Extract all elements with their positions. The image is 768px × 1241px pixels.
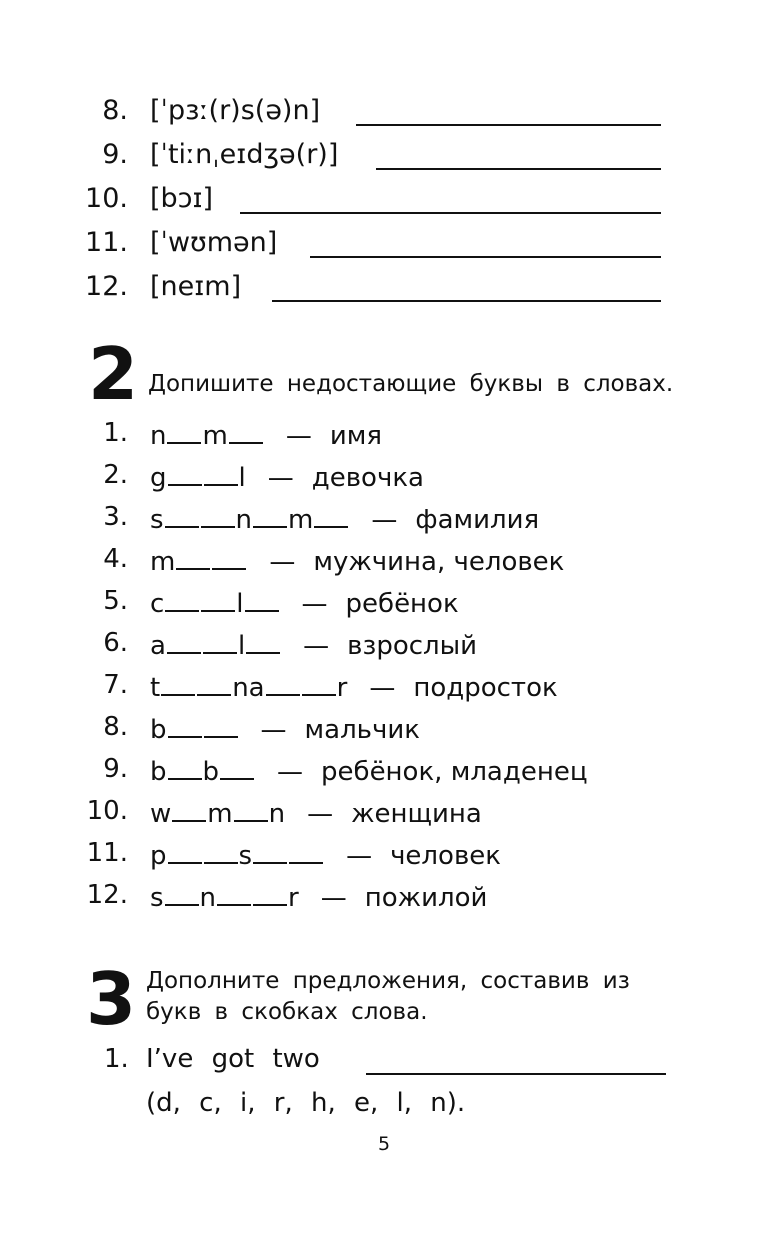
transcription-text: [ˈpɜː(r)s(ə)n] bbox=[150, 95, 321, 126]
word-letters: m bbox=[150, 547, 176, 577]
translation: подросток bbox=[413, 673, 558, 703]
word-letters: b bbox=[202, 757, 220, 787]
letter-gap[interactable] bbox=[245, 586, 279, 612]
exercise-item bbox=[0, 754, 768, 794]
item-number: 11. bbox=[86, 838, 128, 868]
exercise-item bbox=[0, 880, 768, 920]
word-letters: s bbox=[150, 505, 164, 535]
word-letters: n bbox=[199, 883, 217, 913]
word-letters: w bbox=[150, 799, 172, 829]
letter-gap[interactable] bbox=[314, 502, 348, 528]
letter-gap[interactable] bbox=[234, 796, 268, 822]
exercise-item bbox=[0, 544, 768, 584]
item-number: 10. bbox=[86, 796, 128, 826]
transcription-text: [ˈtiːnˌeɪdʒə(r)] bbox=[150, 139, 339, 170]
section-number: 2 bbox=[88, 332, 137, 416]
item-number: 11. bbox=[85, 227, 128, 258]
item-number: 6. bbox=[103, 628, 128, 658]
word-puzzle bbox=[150, 544, 564, 577]
word-letters: r bbox=[336, 673, 348, 703]
word-letters: m bbox=[207, 799, 233, 829]
word-puzzle bbox=[150, 502, 539, 535]
word-puzzle bbox=[150, 586, 459, 619]
transcription-text: [ˈwʊmən] bbox=[150, 227, 278, 258]
exercise-item bbox=[0, 712, 768, 752]
letter-gap[interactable] bbox=[167, 418, 201, 444]
word-letters: n bbox=[235, 505, 253, 535]
dash: — bbox=[269, 547, 296, 577]
item-number: 12. bbox=[85, 271, 128, 302]
word-letters: b bbox=[150, 757, 167, 787]
translation: девочка bbox=[311, 463, 424, 493]
dash: — bbox=[320, 883, 347, 913]
letter-gap[interactable] bbox=[253, 880, 287, 906]
letter-gap[interactable] bbox=[204, 838, 238, 864]
item-number: 8. bbox=[103, 712, 128, 742]
section-instruction: Допишите недостающие буквы в словах. bbox=[148, 371, 674, 397]
word-letters: n bbox=[150, 421, 167, 451]
word-letters: m bbox=[288, 505, 314, 535]
letter-gap[interactable] bbox=[220, 754, 254, 780]
translation: взрослый bbox=[347, 631, 478, 661]
letter-gap[interactable] bbox=[168, 460, 202, 486]
dash: — bbox=[303, 631, 330, 661]
item-number: 9. bbox=[103, 754, 128, 784]
translation: фамилия bbox=[415, 505, 540, 535]
exercise-item bbox=[0, 418, 768, 458]
transcription-item bbox=[0, 271, 768, 311]
sentence-text: I’ve got two bbox=[146, 1044, 320, 1074]
letter-gap[interactable] bbox=[168, 838, 202, 864]
word-letters: p bbox=[150, 841, 167, 871]
letter-gap[interactable] bbox=[172, 796, 206, 822]
translation: мальчик bbox=[304, 715, 420, 745]
exercise-item bbox=[0, 796, 768, 836]
letter-gap[interactable] bbox=[203, 628, 237, 654]
item-number: 2. bbox=[103, 460, 128, 490]
translation: пожилой bbox=[364, 883, 488, 913]
item-number: 5. bbox=[103, 586, 128, 616]
word-puzzle bbox=[150, 838, 501, 871]
transcription-text: [neɪm] bbox=[150, 271, 242, 302]
letter-gap[interactable] bbox=[168, 712, 202, 738]
letter-gap[interactable] bbox=[246, 628, 280, 654]
item-number: 12. bbox=[86, 880, 128, 910]
letter-gap[interactable] bbox=[165, 880, 199, 906]
letter-gap[interactable] bbox=[201, 502, 235, 528]
item-number: 8. bbox=[102, 95, 128, 126]
item-number: 10. bbox=[85, 183, 128, 214]
answer-line[interactable] bbox=[272, 300, 661, 302]
letter-gap[interactable] bbox=[201, 586, 235, 612]
letter-gap[interactable] bbox=[176, 544, 210, 570]
letter-gap[interactable] bbox=[289, 838, 323, 864]
exercise-item bbox=[0, 586, 768, 626]
translation: мужчина, человек bbox=[313, 547, 565, 577]
word-puzzle bbox=[150, 880, 487, 913]
item-number: 7. bbox=[103, 670, 128, 700]
letter-gap[interactable] bbox=[302, 670, 336, 696]
word-letters: na bbox=[232, 673, 265, 703]
section-number: 3 bbox=[86, 957, 135, 1041]
page-number: 5 bbox=[377, 1133, 391, 1155]
letter-gap[interactable] bbox=[161, 670, 195, 696]
dash: — bbox=[285, 421, 312, 451]
word-letters: r bbox=[288, 883, 299, 913]
answer-line[interactable] bbox=[376, 168, 661, 170]
word-letters: l bbox=[237, 631, 246, 661]
exercise-item bbox=[0, 838, 768, 878]
section-instruction-line-2: букв в скобках слова. bbox=[146, 999, 428, 1025]
letters-hint: (d, c, i, r, h, e, l, n). bbox=[146, 1088, 466, 1118]
dash: — bbox=[369, 673, 396, 703]
word-letters: l bbox=[238, 463, 246, 493]
letter-gap[interactable] bbox=[165, 502, 199, 528]
answer-line[interactable] bbox=[366, 1073, 666, 1075]
letter-gap[interactable] bbox=[165, 586, 199, 612]
letter-gap[interactable] bbox=[167, 628, 201, 654]
dash: — bbox=[307, 799, 334, 829]
letter-gap[interactable] bbox=[229, 418, 263, 444]
answer-line[interactable] bbox=[240, 212, 661, 214]
word-puzzle bbox=[150, 670, 558, 703]
exercise-item bbox=[0, 502, 768, 542]
exercise-item bbox=[0, 670, 768, 710]
word-puzzle bbox=[150, 796, 482, 829]
translation: ребёнок, младенец bbox=[321, 757, 588, 787]
word-letters: c bbox=[150, 589, 165, 619]
transcription-text: [bɔɪ] bbox=[150, 183, 214, 214]
word-puzzle bbox=[150, 460, 424, 493]
letter-gap[interactable] bbox=[266, 670, 300, 696]
exercise-item bbox=[0, 460, 768, 500]
item-number: 1. bbox=[103, 418, 128, 448]
dash: — bbox=[260, 715, 287, 745]
word-puzzle bbox=[150, 418, 382, 451]
dash: — bbox=[277, 757, 304, 787]
dash: — bbox=[267, 463, 294, 493]
exercise-item bbox=[0, 628, 768, 668]
letter-gap[interactable] bbox=[204, 460, 238, 486]
word-letters: s bbox=[238, 841, 253, 871]
item-number: 4. bbox=[103, 544, 128, 574]
letter-gap[interactable] bbox=[253, 838, 287, 864]
word-letters: s bbox=[150, 883, 164, 913]
section-instruction-line-1: Дополните предложения, составив из bbox=[146, 968, 630, 994]
dash: — bbox=[301, 589, 328, 619]
answer-line[interactable] bbox=[310, 256, 661, 258]
word-letters: t bbox=[150, 673, 161, 703]
transcription-item bbox=[0, 95, 768, 135]
letter-gap[interactable] bbox=[204, 712, 238, 738]
letter-gap[interactable] bbox=[168, 754, 202, 780]
translation: ребёнок bbox=[345, 589, 459, 619]
item-number: 9. bbox=[102, 139, 128, 170]
word-letters: n bbox=[268, 799, 286, 829]
transcription-item bbox=[0, 183, 768, 223]
translation: человек bbox=[390, 841, 501, 871]
translation: женщина bbox=[351, 799, 482, 829]
letter-gap[interactable] bbox=[197, 670, 231, 696]
word-puzzle bbox=[150, 628, 477, 661]
letter-gap[interactable] bbox=[253, 502, 287, 528]
word-letters: l bbox=[236, 589, 244, 619]
item-number: 3. bbox=[103, 502, 128, 532]
transcription-item bbox=[0, 227, 768, 267]
word-puzzle bbox=[150, 712, 420, 745]
word-letters: g bbox=[150, 463, 167, 493]
word-letters: b bbox=[150, 715, 167, 745]
answer-line[interactable] bbox=[356, 124, 661, 126]
transcription-item bbox=[0, 139, 768, 179]
word-letters: m bbox=[202, 421, 228, 451]
dash: — bbox=[371, 505, 398, 535]
word-letters: a bbox=[150, 631, 166, 661]
dash: — bbox=[346, 841, 373, 871]
word-puzzle bbox=[150, 754, 588, 787]
item-number: 1. bbox=[104, 1044, 129, 1074]
letter-gap[interactable] bbox=[217, 880, 251, 906]
letter-gap[interactable] bbox=[212, 544, 246, 570]
translation: имя bbox=[329, 421, 382, 451]
